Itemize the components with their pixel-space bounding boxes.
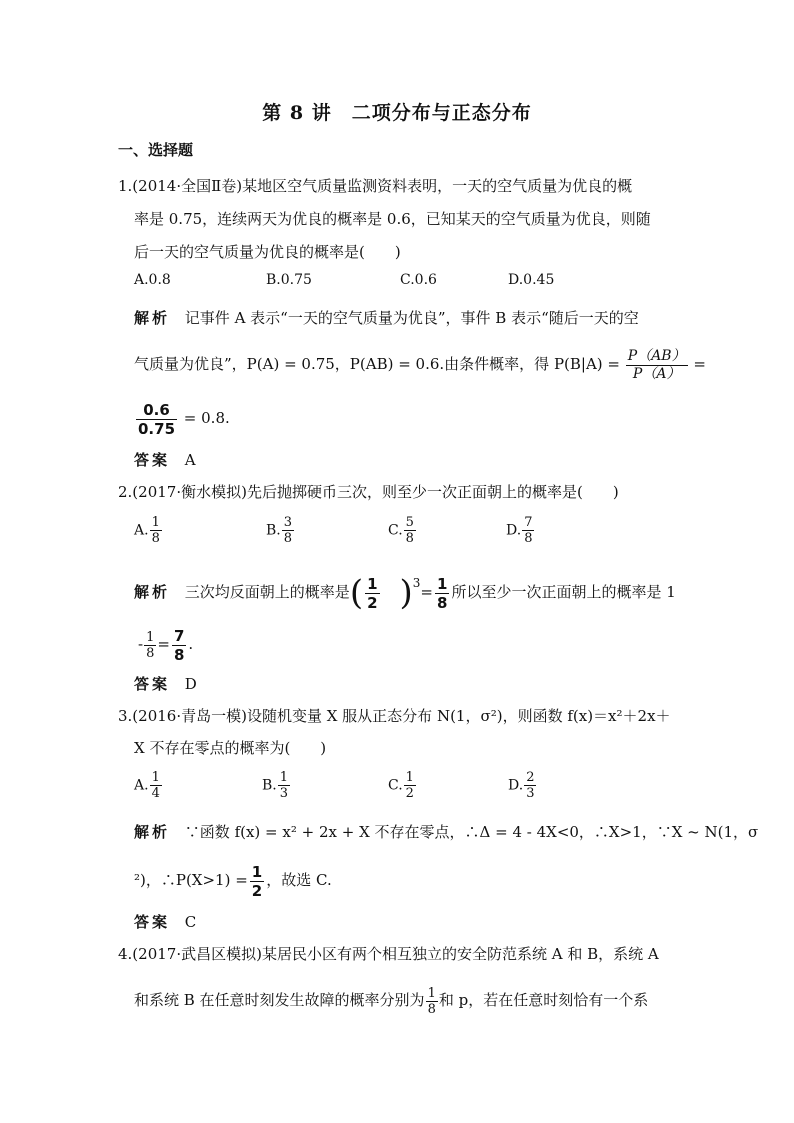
fraction-denominator: 3 bbox=[526, 786, 535, 801]
fraction-numerator: 2 bbox=[526, 770, 535, 785]
fraction-denominator: 8 bbox=[173, 645, 185, 664]
option-letter: D. bbox=[508, 777, 524, 794]
fraction-numerator: 7 bbox=[173, 626, 185, 645]
fraction bbox=[404, 515, 416, 546]
fraction-numerator: 1 bbox=[151, 515, 160, 530]
option-letter: B. bbox=[266, 522, 281, 539]
answer-value: C bbox=[184, 913, 197, 931]
option-letter: C. bbox=[388, 522, 403, 539]
equals-sign: = bbox=[693, 355, 706, 373]
q1-answer bbox=[134, 444, 196, 476]
analysis-text: ∵函数 f(x) = x² + 2x + X 不存在零点，∴Δ = 4 - 4X<0，∴X>1，∵X ~ N(1，σ bbox=[184, 823, 759, 841]
fraction bbox=[150, 770, 162, 801]
fraction-denominator: 8 bbox=[146, 645, 155, 661]
q3-analysis-line-2 bbox=[134, 858, 332, 902]
q3-line-2: X 不存在零点的概率为( ) bbox=[134, 739, 327, 757]
option-letter: B. bbox=[262, 777, 277, 794]
fraction-denominator: 8 bbox=[427, 1001, 436, 1017]
q1-analysis-line-2 bbox=[134, 344, 706, 384]
q3-line-1: 3.(2016·青岛一模)设随机变量 X 服从正态分布 N(1，σ²)，则函数 f(x)＝x²＋2x＋ bbox=[118, 707, 671, 725]
analysis-text: 记事件 A 表示“一天的空气质量为优良”，事件 B 表示“随后一天的空 bbox=[184, 309, 639, 327]
fraction bbox=[250, 863, 264, 900]
option-letter: A. bbox=[134, 522, 149, 539]
fraction-numerator: 1 bbox=[427, 985, 436, 1001]
q1-option-d: D.0.45 bbox=[508, 272, 555, 288]
question-text: 和 p，若在任意时刻恰有一个系 bbox=[438, 991, 649, 1009]
analysis-text: ，故选 C. bbox=[266, 871, 332, 889]
fraction-numerator: 1 bbox=[405, 770, 414, 785]
fraction bbox=[365, 575, 379, 612]
q1-line-1: 1.(2014·全国Ⅱ卷)某地区空气质量监测资料表明，一天的空气质量为优良的概 bbox=[118, 177, 633, 195]
fraction-numerator: 1 bbox=[151, 770, 160, 785]
q4-line-1: 4.(2017·武昌区模拟)某居民小区有两个相互独立的安全防范系统 A 和 B，系统 A bbox=[118, 945, 659, 963]
fraction bbox=[524, 770, 536, 801]
analysis-text: 气质量为优良”，P(A) = 0.75，P(AB) = 0.6.由条件概率，得 P(B|A) = bbox=[134, 355, 620, 373]
fraction bbox=[150, 515, 162, 546]
q2-option-b bbox=[266, 515, 295, 546]
fraction-numerator: 1 bbox=[279, 770, 289, 785]
fraction-numerator: P（AB） bbox=[627, 347, 686, 364]
fraction-denominator: 8 bbox=[283, 531, 293, 546]
fraction-denominator: 8 bbox=[524, 531, 533, 546]
q1-analysis-line-1 bbox=[134, 302, 639, 334]
fraction bbox=[144, 630, 156, 661]
q1-line-2: 率是 0.75，连续两天为优良的概率是 0.6，已知某天的空气质量为优良，则随 bbox=[134, 210, 651, 228]
fraction bbox=[278, 770, 290, 801]
fraction-numerator: 1 bbox=[251, 862, 263, 881]
q1-option-b: B.0.75 bbox=[266, 272, 312, 288]
q2-option-a bbox=[134, 515, 163, 546]
q2-analysis-line-2 bbox=[138, 622, 193, 666]
fraction-numerator: 5 bbox=[405, 515, 414, 530]
analysis-text: ²)，∴P(X>1) = bbox=[134, 871, 248, 889]
page-title: 第 8 讲 二项分布与正态分布 bbox=[262, 102, 532, 124]
fraction-numerator: 3 bbox=[283, 515, 293, 530]
answer-label: 答案 bbox=[134, 913, 171, 931]
fraction-numerator: 7 bbox=[524, 515, 533, 530]
analysis-label: 解析 bbox=[134, 823, 171, 841]
fraction bbox=[136, 401, 177, 438]
q3-analysis-line-1 bbox=[134, 816, 758, 848]
q1-option-c: C.0.6 bbox=[400, 272, 437, 288]
answer-value: D bbox=[184, 675, 197, 693]
q2-option-c bbox=[388, 515, 417, 546]
left-paren: ( bbox=[349, 573, 364, 613]
fraction-denominator: 2 bbox=[367, 593, 378, 612]
fraction bbox=[172, 627, 186, 664]
fraction-numerator: 1 bbox=[146, 629, 155, 645]
q1-analysis-line-3 bbox=[134, 398, 230, 438]
section-heading: 一、选择题 bbox=[118, 141, 194, 159]
question-text: 和系统 B 在任意时刻发生故障的概率分别为 bbox=[134, 991, 425, 1009]
q1-option-a: A.0.8 bbox=[134, 272, 171, 288]
fraction-denominator: 8 bbox=[151, 531, 160, 546]
option-letter: D. bbox=[506, 522, 522, 539]
q2-line-1: 2.(2017·衡水模拟)先后抛掷硬币三次，则至少一次正面朝上的概率是( ) bbox=[118, 483, 619, 501]
q3-option-d bbox=[508, 770, 537, 801]
power: 3 bbox=[412, 576, 421, 590]
q3-option-b bbox=[262, 770, 291, 801]
fraction-denominator: 3 bbox=[279, 786, 289, 801]
analysis-text: = 0.8. bbox=[183, 409, 230, 427]
analysis-text: 三次均反面朝上的概率是 bbox=[184, 583, 350, 601]
fraction bbox=[282, 515, 294, 546]
fraction-numerator: 1 bbox=[437, 574, 448, 593]
fraction-denominator: 2 bbox=[405, 786, 414, 801]
fraction-numerator: 0.6 bbox=[136, 401, 177, 420]
equals-sign: = bbox=[157, 635, 170, 653]
q3-answer bbox=[134, 906, 196, 938]
fraction-numerator: 1 bbox=[367, 574, 378, 593]
q3-option-c bbox=[388, 770, 417, 801]
option-letter: A. bbox=[134, 777, 149, 794]
fraction-denominator: 8 bbox=[437, 593, 448, 612]
analysis-text: 所以至少一次正面朝上的概率是 1 bbox=[451, 583, 676, 601]
fraction-denominator: 4 bbox=[151, 786, 160, 801]
fraction bbox=[626, 348, 688, 383]
analysis-label: 解析 bbox=[134, 583, 171, 601]
fraction-denominator: 0.75 bbox=[138, 419, 176, 438]
fraction-denominator: P（A） bbox=[632, 365, 681, 382]
q2-answer bbox=[134, 668, 197, 700]
fraction-denominator: 8 bbox=[405, 531, 414, 546]
fraction bbox=[404, 770, 416, 801]
q2-analysis-line-1 bbox=[134, 565, 676, 615]
answer-label: 答案 bbox=[134, 675, 171, 693]
analysis-label: 解析 bbox=[134, 309, 171, 327]
period: . bbox=[188, 635, 194, 653]
option-letter: C. bbox=[388, 777, 403, 794]
q1-line-3: 后一天的空气质量为优良的概率是( ) bbox=[134, 243, 401, 261]
q2-option-d bbox=[506, 515, 535, 546]
equals-sign: = bbox=[420, 583, 433, 601]
q3-option-a bbox=[134, 770, 163, 801]
answer-value: A bbox=[184, 451, 196, 469]
q4-line-2 bbox=[134, 980, 648, 1020]
fraction bbox=[435, 575, 449, 612]
answer-label: 答案 bbox=[134, 451, 171, 469]
right-paren: ) bbox=[399, 573, 413, 613]
fraction bbox=[426, 986, 438, 1017]
minus-sign: - bbox=[138, 635, 144, 653]
fraction bbox=[522, 515, 534, 546]
fraction-denominator: 2 bbox=[251, 881, 263, 900]
